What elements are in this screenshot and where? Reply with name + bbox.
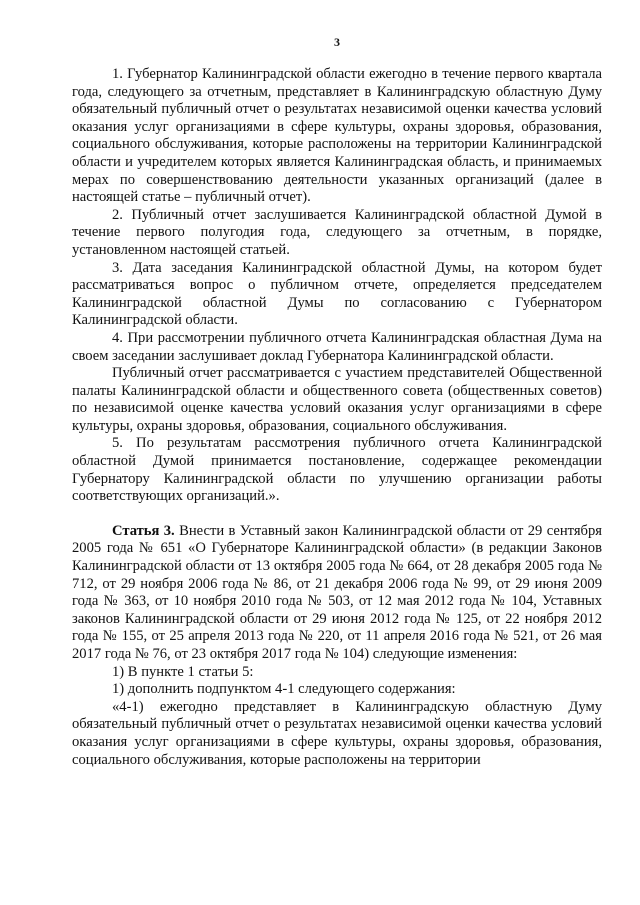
item-1: 1) В пункте 1 статьи 5: [112,663,254,680]
article-text: Внести в Уставный закон Калининградской области от 29 сентября 2005 года № 651 «О Губернаторе Калининградской области» (в редакции Законов Калининградской области от 13 октября 2005 года № 664, от 28 декабря 2005 года № 712, от 29 ноября 2006 года № 86, от 21 декабря 2006 года № 99, от 29 июня 2009 года № 363, от 10 ноября 2010 года № 503, от 12 мая 2012 года № 104, Уставных законов Калининградской области от 29 июня 2012 года № 125, от 22 ноября 2012 года № 155, от 25 апреля 2013 года № 220, от 11 апреля 2016 года № 521, от 26 мая 2017 года № 76, от 23 октября 2017 года № 104) следующие изменения: [72,522,602,662]
paragraph-2: 2. Публичный отчет заслушивается Калининградской областной Думой в течение первого полугодия года, следующего за отчетным, в порядке, установленном настоящей статьей. [72,206,602,258]
paragraph-5: Публичный отчет рассматривается с участием представителей Общественной палаты Калининградской области и общественного совета (общественных советов) по независимой оценке качества условий оказания услуг организациями в сфере культуры, охраны здоровья, образования, социального обслуживания. [72,365,602,434]
paragraph-3: 3. Дата заседания Калининградской областной Думы, на котором будет рассматриваться вопрос о публичном отчете, определяется председателем Калининградской областной Думы по согласованию с Губернатором Калининградской области. [72,259,602,329]
paragraph-spacer [72,506,602,523]
article-label: Статья 3. [112,522,175,539]
article-paragraph [72,523,602,664]
page-number: 3 [334,35,340,49]
paragraph-6: 5. По результатам рассмотрения публичного отчета Калининградской областной Думой принимается постановление, содержащее рекомендации Губернатору Калининградской области по улучшению организации работы соответствующих организаций.». [72,435,602,505]
item-2: 1) дополнить подпунктом 4-1 следующего содержания: [112,681,456,698]
paragraph-1: 1. Губернатор Калининградской области ежегодно в течение первого квартала года, следующего за отчетным, представляет в Калининградскую областную Думу обязательный публичный отчет о результатах независимой оценки качества условий оказания услуг организациями в сфере культуры, охраны здоровья, образования, социального обслуживания, которые расположены на территории Калининградской области и учредителем которых является Калининградская область, и принимаемых мерах по совершенствованию деятельности указанных организаций (далее в настоящей статье – публичный отчет). [72,66,602,206]
paragraph-4: 4. При рассмотрении публичного отчета Калининградская областная Дума на своем заседании заслушивает доклад Губернатора Калининградской области. [72,329,602,364]
item-3: «4-1) ежегодно представляет в Калининградскую областную Думу обязательный публичный отчет о результатах независимой оценки качества условий оказания услуг организациями в сфере культуры, охраны здоровья, образования, социального обслуживания, которые расположены на территории [72,698,602,768]
